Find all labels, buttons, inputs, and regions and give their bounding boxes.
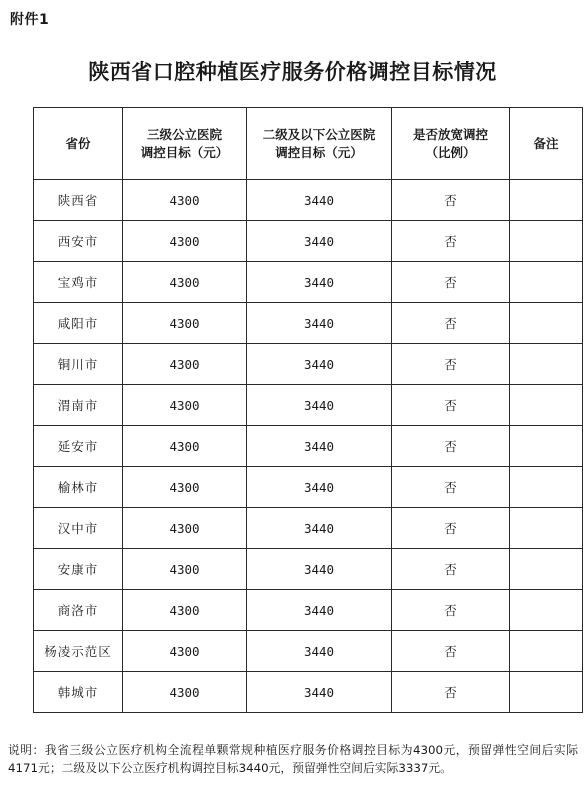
cell-relaxed: 否 [392,262,510,303]
cell-tier2: 3440 [247,426,392,467]
cell-remark [510,508,583,549]
price-target-table [33,107,583,713]
cell-tier3: 4300 [123,385,247,426]
cell-tier3: 4300 [123,262,247,303]
cell-region: 渭南市 [34,385,123,426]
cell-tier3: 4300 [123,590,247,631]
cell-tier3: 4300 [123,426,247,467]
cell-region: 榆林市 [34,467,123,508]
table-header-row [34,108,583,180]
explanatory-note: 说明：我省三级公立医疗机构全流程单颗常规种植医疗服务价格调控目标为4300元，预留弹性空间后实际4171元；二级及以下公立医疗机构调控目标3440元，预留弹性空间后实际3337元。 [8,743,578,775]
cell-tier3: 4300 [123,508,247,549]
table-row [34,590,583,631]
cell-relaxed: 否 [392,221,510,262]
cell-tier3: 4300 [123,344,247,385]
cell-relaxed: 否 [392,303,510,344]
cell-region: 西安市 [34,221,123,262]
table-row [34,672,583,713]
table-row [34,467,583,508]
cell-remark [510,262,583,303]
cell-relaxed: 否 [392,590,510,631]
document-title: 陕西省口腔种植医疗服务价格调控目标情况 [88,59,497,84]
cell-tier2: 3440 [247,549,392,590]
table-row [34,221,583,262]
cell-relaxed: 否 [392,631,510,672]
cell-tier3: 4300 [123,631,247,672]
cell-relaxed: 否 [392,467,510,508]
header-tier2-line2: 调控目标（元） [275,144,363,160]
cell-tier2: 3440 [247,631,392,672]
cell-tier2: 3440 [247,262,392,303]
cell-remark [510,303,583,344]
table-row [34,631,583,672]
cell-remark [510,221,583,262]
cell-remark [510,631,583,672]
table-row [34,303,583,344]
cell-tier3: 4300 [123,467,247,508]
cell-tier3: 4300 [123,549,247,590]
table-row [34,180,583,221]
cell-region: 杨凌示范区 [34,631,123,672]
cell-region: 陕西省 [34,180,123,221]
header-tier3-target [123,108,247,180]
cell-tier2: 3440 [247,221,392,262]
cell-region: 延安市 [34,426,123,467]
header-relaxed-line2: （比例） [425,144,476,160]
cell-remark [510,344,583,385]
cell-tier2: 3440 [247,180,392,221]
cell-remark [510,180,583,221]
cell-remark [510,672,583,713]
table-row [34,549,583,590]
table-row [34,262,583,303]
cell-tier2: 3440 [247,590,392,631]
cell-tier2: 3440 [247,344,392,385]
cell-remark [510,385,583,426]
header-tier2-line1: 二级及以下公立医院 [262,126,376,142]
header-tier2-target [247,108,392,180]
header-region [34,108,123,180]
cell-remark [510,549,583,590]
header-relaxed-line1: 是否放宽调控 [412,126,488,142]
header-region-label: 省份 [65,135,91,151]
table-row [34,385,583,426]
cell-relaxed: 否 [392,426,510,467]
cell-relaxed: 否 [392,508,510,549]
header-relaxed-control [392,108,510,180]
cell-tier3: 4300 [123,303,247,344]
cell-relaxed: 否 [392,180,510,221]
cell-region: 宝鸡市 [34,262,123,303]
cell-tier3: 4300 [123,221,247,262]
cell-relaxed: 否 [392,344,510,385]
cell-tier2: 3440 [247,672,392,713]
cell-region: 安康市 [34,549,123,590]
table-row [34,344,583,385]
header-tier3-line1: 三级公立医院 [146,126,222,142]
cell-relaxed: 否 [392,549,510,590]
header-tier3-line2: 调控目标（元） [140,144,229,160]
cell-tier2: 3440 [247,508,392,549]
header-remark [510,108,583,180]
cell-region: 商洛市 [34,590,123,631]
cell-remark [510,590,583,631]
cell-region: 咸阳市 [34,303,123,344]
cell-relaxed: 否 [392,672,510,713]
cell-region: 汉中市 [34,508,123,549]
cell-region: 铜川市 [34,344,123,385]
cell-remark [510,467,583,508]
attachment-label: 附件1 [10,12,50,28]
table-row [34,508,583,549]
cell-tier2: 3440 [247,303,392,344]
cell-relaxed: 否 [392,385,510,426]
cell-tier2: 3440 [247,385,392,426]
table-row [34,426,583,467]
cell-tier3: 4300 [123,180,247,221]
cell-remark [510,426,583,467]
cell-tier2: 3440 [247,467,392,508]
cell-region: 韩城市 [34,672,123,713]
header-remark-label: 备注 [533,135,559,151]
cell-tier3: 4300 [123,672,247,713]
